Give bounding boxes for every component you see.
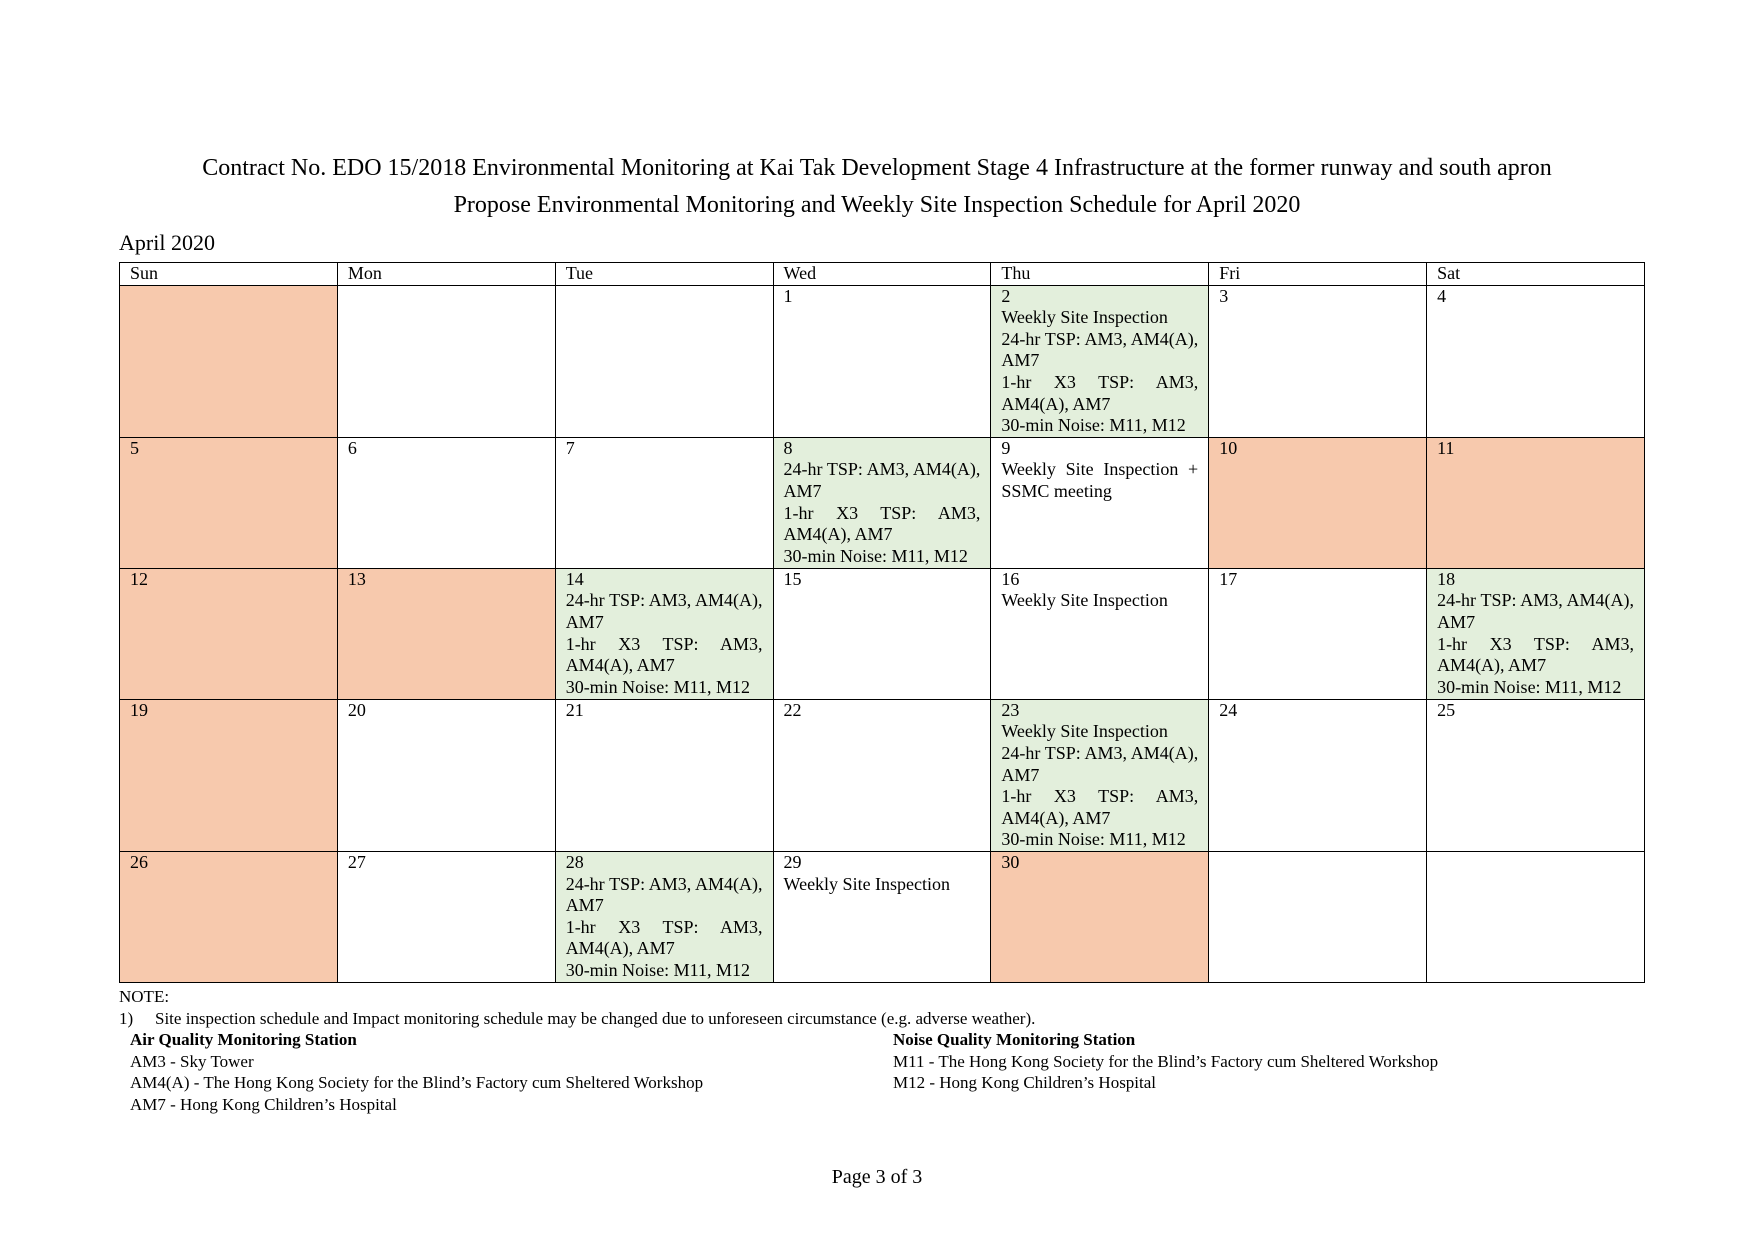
calendar-cell bbox=[1209, 437, 1427, 568]
calendar-cell bbox=[555, 285, 773, 437]
calendar-cell bbox=[120, 851, 338, 982]
day-header-mon: Mon bbox=[337, 263, 555, 286]
day-number: 24 bbox=[1219, 699, 1238, 720]
calendar-cell bbox=[991, 851, 1209, 982]
day-header-tue: Tue bbox=[555, 263, 773, 286]
noise-station-item: M12 - Hong Kong Children’s Hospital bbox=[893, 1073, 1157, 1093]
schedule-entry: Weekly Site Inspection + SSMC meeting bbox=[1001, 459, 1199, 501]
schedule-entry: 1-hr X3 TSP: AM3, AM4(A), AM7 bbox=[1001, 786, 1199, 828]
day-number: 18 bbox=[1437, 568, 1456, 589]
calendar-cell bbox=[773, 568, 991, 699]
air-station-item: AM3 - Sky Tower bbox=[130, 1051, 254, 1071]
schedule-entry: 1-hr X3 TSP: AM3, AM4(A), AM7 bbox=[783, 502, 981, 545]
schedule-entry: 30-min Noise: M11, M12 bbox=[565, 959, 751, 980]
schedule-entry: 24-hr TSP: AM3, AM4(A), AM7 bbox=[1001, 328, 1199, 371]
calendar-cell bbox=[120, 568, 338, 699]
page-number: Page 3 of 3 bbox=[831, 1166, 923, 1188]
schedule-entry: 30-min Noise: M11, M12 bbox=[1001, 829, 1186, 850]
calendar-cell bbox=[1427, 851, 1645, 982]
schedule-entry: Weekly Site Inspection bbox=[1001, 590, 1168, 611]
noise-station-list bbox=[893, 1029, 1438, 1094]
calendar-cell bbox=[120, 285, 338, 437]
calendar-body bbox=[120, 285, 1645, 982]
schedule-entry: 1-hr X3 TSP: AM3, AM4(A), AM7 bbox=[565, 633, 763, 676]
calendar-cell bbox=[120, 699, 338, 851]
day-number: 9 bbox=[1001, 437, 1011, 458]
calendar-cell bbox=[1209, 699, 1427, 851]
calendar-table bbox=[119, 262, 1645, 983]
calendar-cell bbox=[1209, 851, 1427, 982]
week-row bbox=[120, 285, 1645, 437]
day-number: 1 bbox=[783, 285, 793, 306]
day-number: 5 bbox=[130, 437, 139, 458]
schedule-entry: 30-min Noise: M11, M12 bbox=[565, 676, 751, 697]
day-number: 15 bbox=[783, 568, 802, 589]
week-row bbox=[120, 851, 1645, 982]
schedule-entry: 24-hr TSP: AM3, AM4(A), AM7 bbox=[783, 459, 981, 501]
note-number: 1) bbox=[119, 1009, 134, 1028]
air-station-heading: Air Quality Monitoring Station bbox=[130, 1030, 357, 1049]
air-station-item: AM4(A) - The Hong Kong Society for the Blind’s Factory cum Sheltered Workshop bbox=[130, 1073, 704, 1093]
day-number: 27 bbox=[347, 851, 366, 872]
calendar-cell bbox=[773, 851, 991, 982]
calendar-cell bbox=[991, 437, 1209, 568]
day-number: 10 bbox=[1219, 437, 1238, 458]
note-title: NOTE: bbox=[119, 987, 170, 1006]
day-header-thu: Thu bbox=[991, 263, 1209, 286]
schedule-entry: Weekly Site Inspection bbox=[783, 873, 951, 894]
day-number: 22 bbox=[783, 699, 802, 720]
calendar-cell bbox=[120, 437, 338, 568]
day-number: 3 bbox=[1219, 285, 1229, 306]
calendar-cell bbox=[1427, 568, 1645, 699]
day-number: 30 bbox=[1001, 851, 1020, 872]
note-text: Site inspection schedule and Impact monitoring schedule may be changed due to unforeseen circumstance (e.g. adverse weather). bbox=[155, 1009, 1036, 1028]
document-subtitle: Propose Environmental Monitoring and Weekly Site Inspection Schedule for April 2020 bbox=[453, 192, 1301, 218]
week-row bbox=[120, 699, 1645, 851]
day-number: 28 bbox=[565, 851, 584, 872]
day-header-sat: Sat bbox=[1427, 263, 1645, 286]
day-number: 19 bbox=[130, 699, 148, 720]
calendar-cell bbox=[1209, 568, 1427, 699]
calendar-cell bbox=[337, 568, 555, 699]
day-number: 17 bbox=[1219, 568, 1238, 589]
day-number: 11 bbox=[1437, 437, 1455, 458]
noise-station-heading: Noise Quality Monitoring Station bbox=[893, 1030, 1136, 1049]
calendar-cell bbox=[773, 437, 991, 568]
schedule-entry: 30-min Noise: M11, M12 bbox=[783, 545, 968, 566]
calendar-cell bbox=[1427, 699, 1645, 851]
schedule-entry: Weekly Site Inspection bbox=[1001, 307, 1168, 328]
document-title: Contract No. EDO 15/2018 Environmental Monitoring at Kai Tak Development Stage 4 Infrastructure at the former runway and south apron bbox=[202, 155, 1552, 181]
calendar-cell bbox=[555, 437, 773, 568]
day-number: 14 bbox=[565, 568, 584, 589]
day-number: 6 bbox=[347, 437, 357, 458]
day-header-fri: Fri bbox=[1209, 263, 1427, 286]
note-item bbox=[119, 1008, 1035, 1029]
calendar-cell bbox=[337, 699, 555, 851]
noise-station-item: M11 - The Hong Kong Society for the Blind’s Factory cum Sheltered Workshop bbox=[893, 1051, 1439, 1071]
day-number: 13 bbox=[347, 568, 366, 589]
calendar-cell bbox=[773, 699, 991, 851]
day-number: 29 bbox=[783, 851, 802, 872]
day-number: 20 bbox=[347, 699, 366, 720]
calendar-cell bbox=[337, 285, 555, 437]
schedule-entry: 1-hr X3 TSP: AM3, AM4(A), AM7 bbox=[565, 916, 763, 959]
calendar-cell bbox=[1427, 437, 1645, 568]
day-number: 2 bbox=[1001, 285, 1011, 306]
calendar-cell bbox=[555, 699, 773, 851]
day-header-row bbox=[120, 263, 1645, 286]
week-row bbox=[120, 568, 1645, 699]
schedule-entry: 24-hr TSP: AM3, AM4(A), AM7 bbox=[1437, 590, 1634, 632]
air-station-item: AM7 - Hong Kong Children’s Hospital bbox=[130, 1094, 397, 1114]
day-header-sun: Sun bbox=[120, 263, 338, 286]
day-number: 23 bbox=[1001, 699, 1020, 720]
calendar-cell bbox=[773, 285, 991, 437]
schedule-entry: 1-hr X3 TSP: AM3, AM4(A), AM7 bbox=[1437, 633, 1634, 676]
day-number: 7 bbox=[565, 437, 575, 458]
calendar-cell bbox=[991, 285, 1209, 437]
calendar-cell bbox=[555, 851, 773, 982]
calendar-cell bbox=[1209, 285, 1427, 437]
calendar-cell bbox=[991, 699, 1209, 851]
schedule-entry: 1-hr X3 TSP: AM3, AM4(A), AM7 bbox=[1001, 371, 1199, 414]
day-number: 8 bbox=[783, 437, 793, 458]
calendar-cell bbox=[337, 437, 555, 568]
schedule-entry: 24-hr TSP: AM3, AM4(A), AM7 bbox=[565, 590, 763, 632]
air-station-list bbox=[130, 1029, 703, 1115]
day-number: 12 bbox=[130, 568, 148, 589]
schedule-entry: 30-min Noise: M11, M12 bbox=[1001, 415, 1186, 436]
month-label: April 2020 bbox=[119, 230, 215, 255]
calendar-cell bbox=[337, 851, 555, 982]
week-row bbox=[120, 437, 1645, 568]
schedule-entry: Weekly Site Inspection bbox=[1001, 721, 1168, 742]
day-header-wed: Wed bbox=[773, 263, 991, 286]
schedule-entry: 30-min Noise: M11, M12 bbox=[1437, 676, 1622, 697]
day-number: 25 bbox=[1437, 699, 1456, 720]
calendar-cell bbox=[991, 568, 1209, 699]
day-number: 4 bbox=[1437, 285, 1447, 306]
calendar-cell bbox=[555, 568, 773, 699]
calendar-cell bbox=[1427, 285, 1645, 437]
day-number: 16 bbox=[1001, 568, 1020, 589]
schedule-entry: 24-hr TSP: AM3, AM4(A), AM7 bbox=[565, 873, 763, 916]
day-number: 21 bbox=[565, 699, 584, 720]
schedule-entry: 24-hr TSP: AM3, AM4(A), AM7 bbox=[1001, 742, 1199, 785]
day-number: 26 bbox=[130, 851, 148, 872]
